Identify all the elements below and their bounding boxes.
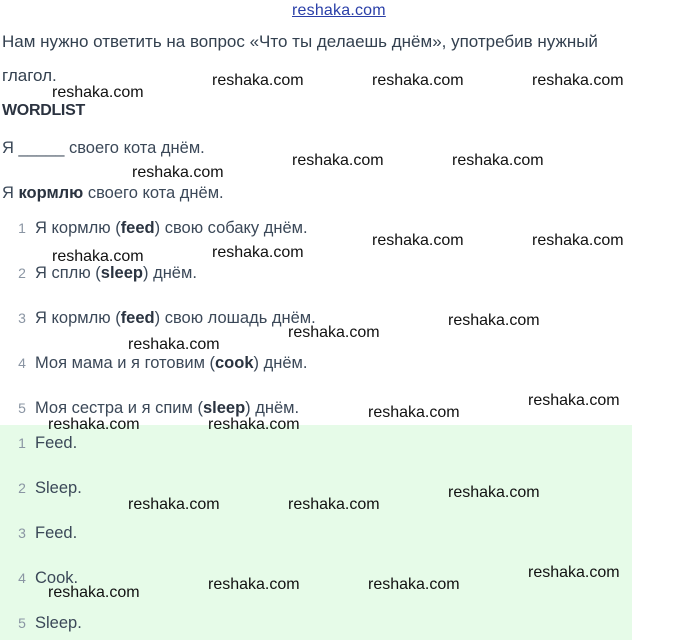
- watermark: reshaka.com: [372, 232, 464, 249]
- watermark: reshaka.com: [452, 152, 544, 169]
- item-number: 1: [18, 220, 26, 236]
- watermark: reshaka.com: [52, 248, 144, 265]
- answer-text: Sleep.: [35, 614, 82, 632]
- item-number: 5: [18, 400, 26, 416]
- answer-text: Feed.: [35, 524, 78, 542]
- watermark: reshaka.com: [48, 416, 140, 433]
- watermark: reshaka.com: [368, 404, 460, 421]
- answer-item-1: [14, 434, 77, 453]
- answer-item-3: [14, 524, 77, 543]
- answer-item-2: [14, 479, 82, 498]
- item-text: Моя сестра и я спим (sleep) днём.: [35, 399, 300, 417]
- intro-line-1: Нам нужно ответить на вопрос «Что ты делаешь днём», употребив нужный: [2, 32, 598, 51]
- answer-text: Sleep.: [35, 479, 82, 497]
- item-text: Я кормлю (feed) свою собаку днём.: [35, 219, 308, 237]
- item-number: 4: [18, 355, 26, 371]
- watermark: reshaka.com: [532, 72, 624, 89]
- answer-number: 5: [18, 615, 26, 631]
- watermark: reshaka.com: [132, 164, 224, 181]
- answers-panel: [0, 425, 632, 640]
- watermark: reshaka.com: [52, 84, 144, 101]
- exercise-item-1: [14, 219, 308, 238]
- watermark: reshaka.com: [292, 152, 384, 169]
- watermark: reshaka.com: [288, 496, 380, 513]
- example-answer-pre: Я: [2, 184, 19, 202]
- answer-number: 4: [18, 570, 26, 586]
- site-watermark-link[interactable]: reshaka.com: [292, 2, 386, 19]
- item-number: 2: [18, 265, 26, 281]
- watermark: reshaka.com: [208, 576, 300, 593]
- answer-text: Cook.: [35, 569, 79, 587]
- watermark: reshaka.com: [128, 336, 220, 353]
- exercise-item-4: [14, 354, 307, 373]
- item-number: 3: [18, 310, 26, 326]
- item-verb: feed: [120, 309, 155, 327]
- answer-number: 2: [18, 480, 26, 496]
- answer-text: Feed.: [35, 434, 78, 452]
- answer-item-5: [14, 614, 82, 633]
- example-blank-sentence: Я _____ своего кота днём.: [2, 139, 205, 157]
- watermark: reshaka.com: [212, 72, 304, 89]
- watermark: reshaka.com: [372, 72, 464, 89]
- item-verb: sleep: [202, 399, 246, 417]
- watermark: reshaka.com: [448, 484, 540, 501]
- item-verb: sleep: [100, 264, 143, 282]
- exercise-item-2: [14, 264, 197, 283]
- item-text: Я кормлю (feed) свою лошадь днём.: [35, 309, 316, 327]
- item-text: Моя мама и я готовим (cook) днём.: [35, 354, 308, 372]
- watermark: reshaka.com: [128, 496, 220, 513]
- answer-number: 3: [18, 525, 26, 541]
- watermark: reshaka.com: [528, 564, 620, 581]
- example-answer-verb: кормлю: [18, 184, 84, 202]
- exercise-item-3: [14, 309, 316, 328]
- item-verb: cook: [215, 354, 254, 372]
- item-text: Я сплю (sleep) днём.: [35, 264, 197, 282]
- intro-line-2: глагол.: [2, 66, 57, 85]
- watermark: reshaka.com: [368, 576, 460, 593]
- watermark: reshaka.com: [288, 324, 380, 341]
- wordlist-heading: WORDLIST: [2, 102, 85, 119]
- watermark: reshaka.com: [212, 244, 304, 261]
- watermark: reshaka.com: [532, 232, 624, 249]
- example-answer-post: своего кота днём.: [83, 184, 224, 202]
- watermark: reshaka.com: [48, 584, 140, 601]
- watermark: reshaka.com: [208, 416, 300, 433]
- answer-number: 1: [18, 435, 26, 451]
- watermark: reshaka.com: [448, 312, 540, 329]
- example-answer-sentence: [2, 184, 224, 203]
- item-verb: feed: [120, 219, 155, 237]
- watermark: reshaka.com: [528, 392, 620, 409]
